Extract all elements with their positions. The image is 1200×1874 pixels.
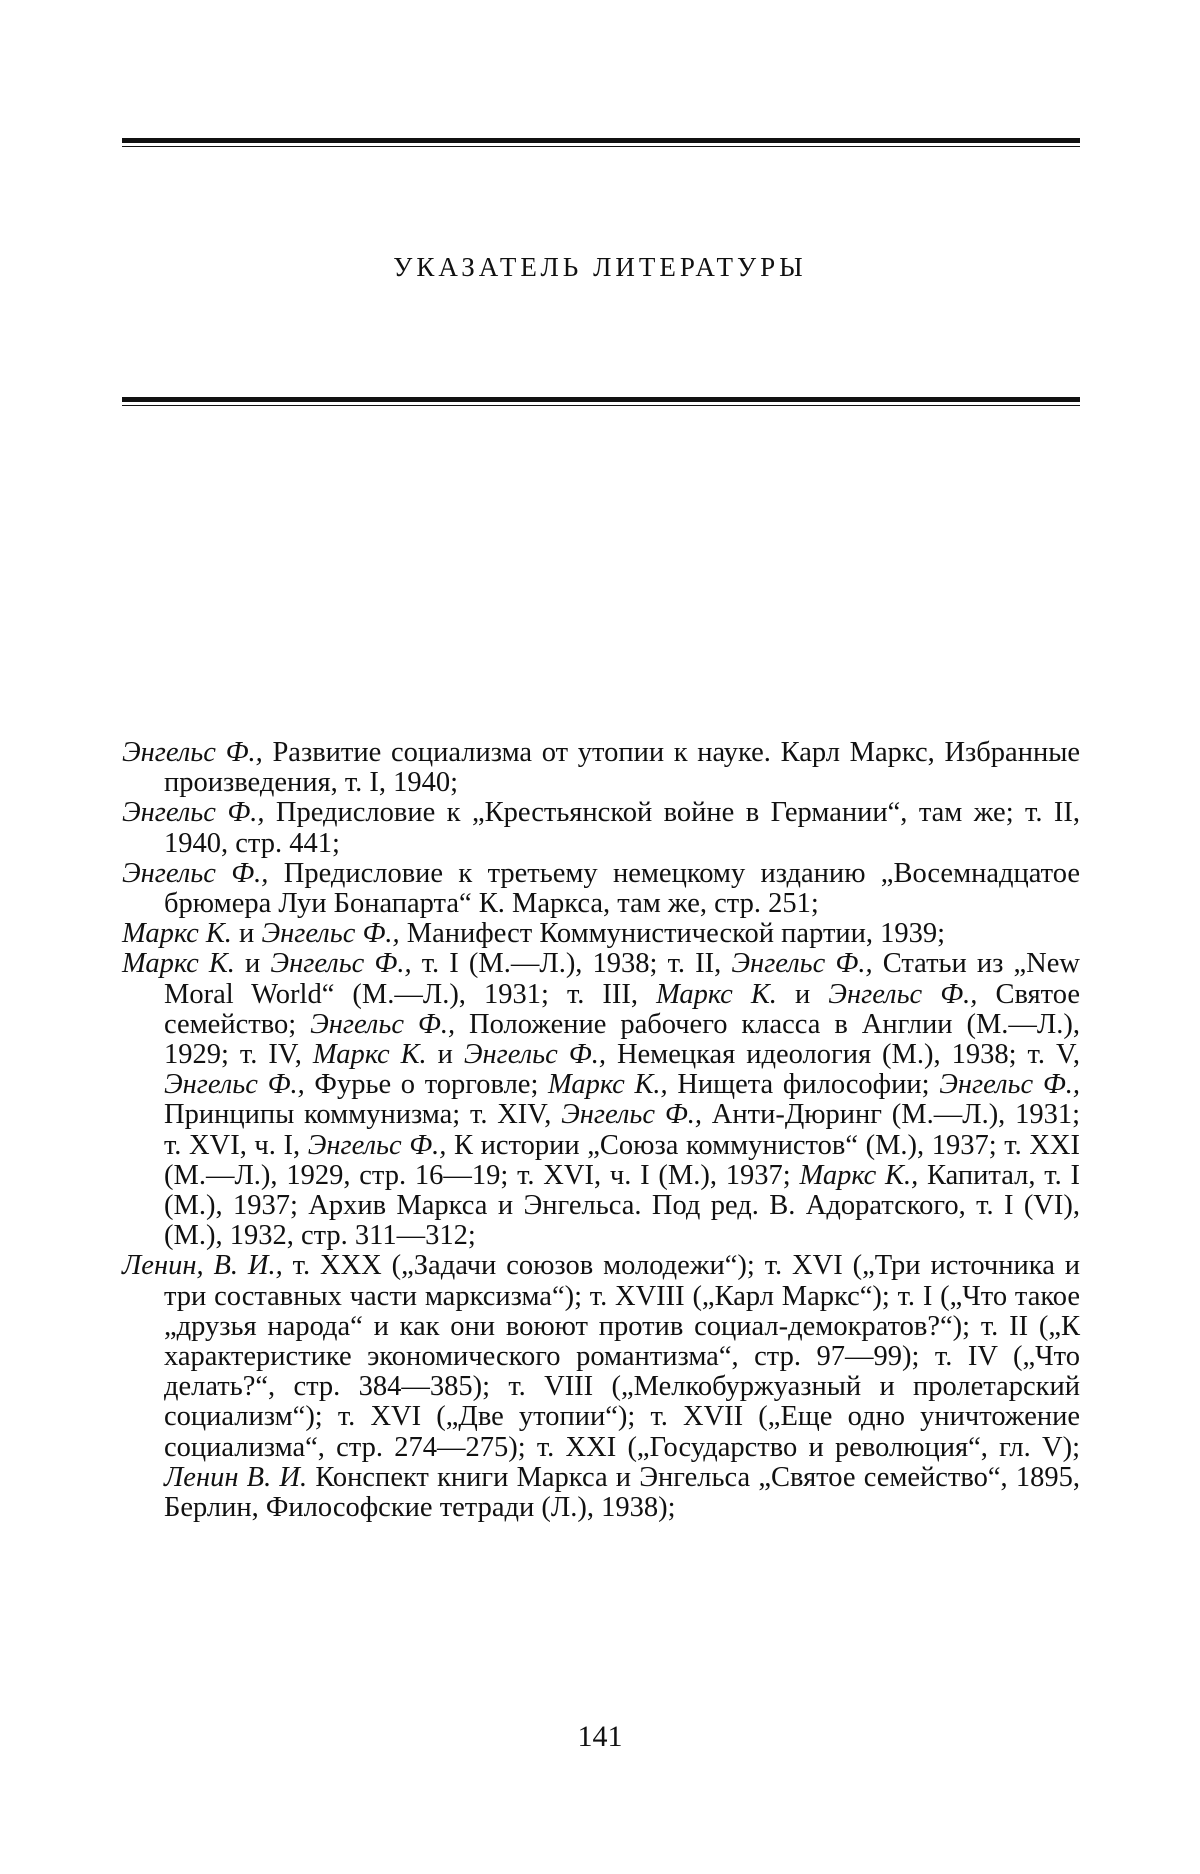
- entry-text: и: [234, 948, 271, 980]
- entry-text: и: [231, 918, 262, 950]
- entry-author: Маркс К.: [656, 978, 777, 1010]
- bibliography-entry: [122, 1251, 1080, 1523]
- bottom-double-rule: [122, 397, 1080, 406]
- page-heading: УКАЗАТЕЛЬ ЛИТЕРАТУРЫ: [393, 252, 807, 282]
- entry-author: Энгельс Ф.,: [939, 1069, 1081, 1101]
- bibliography-entry: [122, 919, 1080, 949]
- entry-author: Маркс К.: [122, 918, 232, 950]
- entry-text: Манифест Коммунистической партии, 1939;: [399, 918, 946, 950]
- entry-author: Энгельс Ф.,: [122, 737, 263, 768]
- entry-text: Предисловие к третьему немецкому изданию „Восемнадцатое брюмера Луи Бонапарта“ К. Маркса, там же, стр. 251;: [164, 857, 1081, 920]
- entry-author: Энгельс Ф.,: [561, 1099, 702, 1131]
- entry-text: т. XXX („Задачи союзов молодежи“); т. XVI („Три источника и три составных части марксизма“); т. XVIII („Карл Маркс“); т. I („Что такое „друзья народа“ и как они воюют против социал-демократов?“); т. II („К характеристике экономического романтизма“, стр. 97—99); т. IV („Что делать?“, стр. 384—385); т. VIII („Мелкобуржуазный и пролетарский социализм“); т. XVI („Две утопии“); т. XVII („Еще одно уничтожение социализма“, стр. 274—275); т. XXI („Государство и революция“, гл. V);: [164, 1250, 1080, 1463]
- entry-text: Конспект книги Маркса и Энгельса „Святое семейство“, 1895, Берлин, Философские тетради (Л.), 1938);: [164, 1461, 1080, 1524]
- entry-author: Энгельс Ф.,: [310, 1008, 456, 1040]
- entry-author: Энгельс Ф.,: [164, 1069, 305, 1101]
- entry-text: Статьи из „New Moral World“ (М.—Л.), 1931; т. III,: [164, 948, 1080, 1010]
- page-number: 141: [577, 1720, 623, 1753]
- entry-text: К истории „Союза коммунистов“ (М.), 1937; т. XXI (М.—Л.), 1929, стр. 16—19; т. XVI, ч. I (М.), 1937;: [164, 1129, 1080, 1191]
- entry-text: т. I (М.—Л.), 1938; т. II,: [411, 948, 732, 980]
- bibliography-list: [122, 738, 1080, 1523]
- bibliography-entry: [122, 859, 1080, 919]
- entry-author: Ленин, В. И.,: [122, 1250, 283, 1282]
- entry-author: Энгельс Ф.,: [122, 797, 265, 829]
- entry-author: Энгельс Ф.,: [122, 857, 269, 889]
- entry-author: Энгельс Ф.,: [463, 1039, 606, 1071]
- entry-text: Святое семейство;: [164, 978, 1080, 1040]
- entry-author: Маркс К.,: [799, 1159, 919, 1191]
- bibliography-entry: [122, 798, 1080, 858]
- entry-text: Положение рабочего класса в Англии (М.—Л.), 1929; т. IV,: [164, 1008, 1081, 1071]
- entry-author: Ленин В. И.: [164, 1461, 308, 1493]
- entry-author: Маркс К.: [312, 1039, 427, 1071]
- entry-text: Развитие социализма от утопии к науке. Карл Маркс, Избранные произведения, т. I, 1940;: [164, 737, 1081, 799]
- entry-author: Энгельс Ф.,: [270, 948, 412, 980]
- entry-text: Принципы коммунизма; т. XIV,: [164, 1099, 562, 1131]
- entry-text: Нищета философии;: [667, 1069, 940, 1101]
- entry-author: Энгельс Ф.,: [261, 918, 400, 950]
- entry-text: Немецкая идеология (М.), 1938; т. V,: [605, 1039, 1080, 1071]
- top-double-rule: [122, 138, 1080, 147]
- entry-text: и: [776, 978, 829, 1010]
- entry-author: Маркс К.: [122, 948, 235, 980]
- entry-text: Анти-Дюринг (М.—Л.), 1931; т. XVI, ч. I,: [164, 1099, 1081, 1161]
- entry-author: Энгельс Ф.,: [731, 948, 873, 980]
- entry-text: Фурье о торговле;: [304, 1069, 549, 1101]
- entry-author: Маркс К.,: [548, 1069, 668, 1101]
- bibliography-entry: [122, 738, 1080, 798]
- entry-author: Энгельс Ф.,: [828, 978, 978, 1010]
- entry-text: Капитал, т. I (М.), 1937; Архив Маркса и Энгельса. Под ред. В. Адоратского, т. I (VI), (М.), 1932, стр. 311—312;: [164, 1159, 1080, 1252]
- bibliography-entry: [122, 949, 1080, 1251]
- entry-author: Энгельс Ф.,: [307, 1129, 447, 1161]
- entry-text: и: [426, 1039, 464, 1071]
- entry-text: Предисловие к „Крестьянской войне в Германии“, там же; т. II, 1940, стр. 441;: [164, 797, 1080, 859]
